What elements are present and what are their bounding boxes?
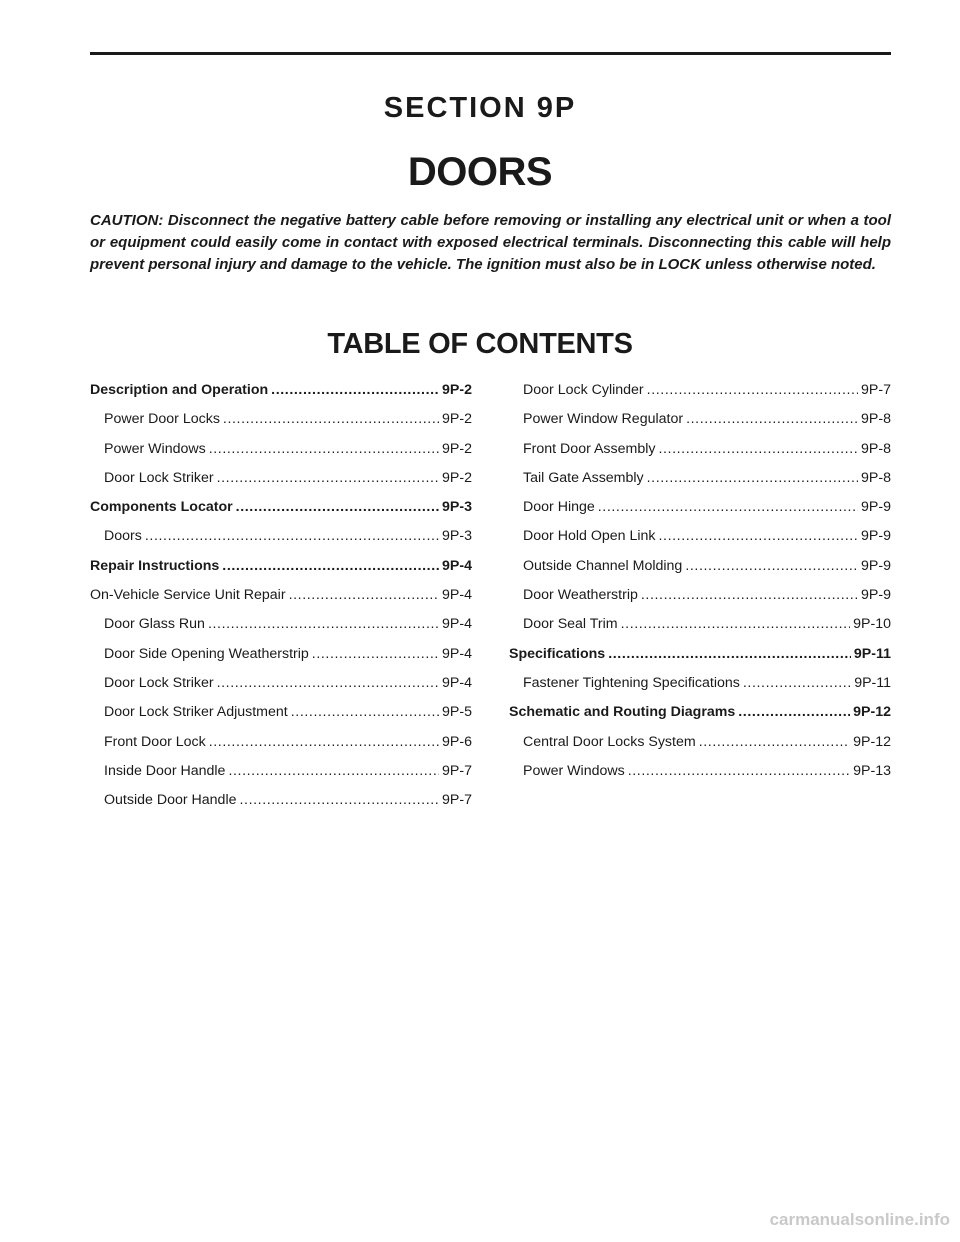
watermark: carmanualsonline.info [769,1210,950,1229]
toc-entry[interactable] [90,616,472,645]
toc-dot-leader [312,646,439,662]
toc-entry[interactable] [509,587,891,616]
toc-entry-page: 9P-2 [442,440,472,457]
toc-entry-label: Doors [104,528,142,545]
toc-entry-label: Door Glass Run [104,616,205,633]
toc-entry[interactable] [509,528,891,557]
toc-dot-leader [222,558,439,574]
toc-dot-leader [291,704,439,720]
toc-entry[interactable] [90,411,472,440]
toc-entry-label: Power Windows [523,762,625,779]
toc-entry-page: 9P-7 [442,762,472,779]
toc-entry-page: 9P-11 [853,645,891,662]
toc-entry-page: 9P-2 [442,382,472,398]
toc-entry[interactable] [90,528,472,557]
toc-left-column [90,382,472,821]
toc-entry-page: 9P-9 [861,499,891,516]
caution-note: CAUTION: Disconnect the negative battery cable before removing or installing any electrical unit or when a tool or equipment could easily come in contact with exposed electrical terminals. Disconnecting this cable will help prevent personal injury and damage to the vehicle. The ignition must also be in LOCK unless otherwise noted. [90,212,891,273]
toc-dot-leader [641,587,858,603]
toc-title: TABLE OF CONTENTS [327,328,633,360]
toc-dot-leader [217,470,439,486]
toc-entry[interactable] [509,704,891,733]
toc-entry-page: 9P-4 [442,616,472,633]
toc-entry-label: Fastener Tightening Specifications [523,674,740,691]
toc-dot-leader [608,646,851,662]
toc-entry[interactable] [90,470,472,499]
toc-entry-page: 9P-6 [442,733,472,750]
toc-entry[interactable] [509,646,891,675]
toc-dot-leader [647,382,858,398]
toc-dot-leader [209,441,439,457]
toc-entry[interactable] [90,646,472,675]
toc-entry-label: Door Hinge [523,499,595,516]
toc-dot-leader [208,616,439,632]
section-number: SECTION 9P [383,92,577,124]
toc-entry-page: 9P-8 [861,469,891,486]
toc-entry-label: Door Hold Open Link [523,528,656,545]
toc-dot-leader [223,411,439,427]
toc-entry[interactable] [90,704,472,733]
toc-entry-page: 9P-9 [861,557,891,574]
toc-entry-label: Description and Operation [90,382,269,398]
toc-entry-page: 9P-4 [442,587,472,604]
toc-entry[interactable] [90,792,472,821]
toc-entry[interactable] [90,734,472,763]
toc-dot-leader [686,411,858,427]
toc-entry-label: Central Door Locks System [523,733,696,750]
toc-entry[interactable] [509,470,891,499]
toc-entry-page: 9P-9 [861,528,891,545]
toc-dot-leader [228,763,439,779]
toc-dot-leader [271,382,439,398]
toc-entry-label: Inside Door Handle [104,762,226,779]
toc-entry-label: Power Window Regulator [523,411,684,428]
toc-entry-label: Door Side Opening Weatherstrip [104,645,309,662]
toc-entry-label: Outside Door Handle [104,792,237,809]
toc-entry-page: 9P-8 [861,411,891,428]
toc-entry-page: 9P-8 [861,440,891,457]
toc-entry-label: On-Vehicle Service Unit Repair [90,587,286,604]
toc-entry-label: Outside Channel Molding [523,557,683,574]
toc-entry[interactable] [90,763,472,792]
toc-entry-page: 9P-4 [442,557,472,574]
toc-entry[interactable] [90,558,472,587]
toc-dot-leader [699,734,850,750]
toc-entry-page: 9P-5 [442,704,472,721]
toc-entry[interactable] [509,675,891,704]
toc-entry-label: Door Lock Striker [104,469,214,486]
toc-entry-page: 9P-7 [442,792,472,809]
toc-entry[interactable] [509,382,891,411]
toc-dot-leader [628,763,850,779]
toc-dot-leader [659,528,859,544]
toc-entry[interactable] [90,675,472,704]
toc-dot-leader [236,499,439,515]
toc-entry-page: 9P-3 [442,499,472,516]
toc-entry-label: Door Lock Cylinder [523,382,644,398]
toc-entry[interactable] [509,734,891,763]
toc-dot-leader [598,499,858,515]
toc-entry-label: Schematic and Routing Diagrams [509,704,736,721]
toc-entry-label: Front Door Lock [104,733,206,750]
toc-entry-page: 9P-10 [853,616,891,633]
toc-entry[interactable] [90,587,472,616]
toc-entry-page: 9P-7 [861,382,891,398]
toc-entry[interactable] [509,499,891,528]
page-title: DOORS [407,150,553,194]
toc-dot-leader [217,675,439,691]
toc-entry[interactable] [509,441,891,470]
toc-entry-label: Power Windows [104,440,206,457]
toc-dot-leader [685,558,858,574]
toc-entry[interactable] [509,763,891,792]
toc-dot-leader [738,704,850,720]
toc-entry-page: 9P-4 [442,674,472,691]
toc-entry-page: 9P-13 [853,762,891,779]
toc-entry-label: Front Door Assembly [523,440,656,457]
toc-entry[interactable] [90,499,472,528]
toc-entry[interactable] [509,411,891,440]
toc-entry-label: Door Lock Striker Adjustment [104,704,288,721]
toc-dot-leader [240,792,440,808]
toc-entry-page: 9P-2 [442,411,472,428]
toc-dot-leader [145,528,439,544]
toc-entry-page: 9P-11 [854,674,891,691]
toc-entry[interactable] [90,382,472,411]
toc-entry[interactable] [90,441,472,470]
toc-dot-leader [647,470,858,486]
toc-entry-label: Door Weatherstrip [523,587,638,604]
toc-entry-label: Components Locator [90,499,233,516]
toc-entry-page: 9P-2 [442,469,472,486]
toc-entry-page: 9P-4 [442,645,472,662]
toc-entry[interactable] [509,616,891,645]
toc-entry-page: 9P-9 [861,587,891,604]
toc-entry-label: Repair Instructions [90,557,220,574]
toc-right-column [509,382,891,792]
toc-dot-leader [621,616,851,632]
toc-entry-label: Tail Gate Assembly [523,469,644,486]
toc-entry-label: Power Door Locks [104,411,220,428]
toc-dot-leader [743,675,851,691]
top-rule [90,52,891,55]
toc-entry-page: 9P-3 [442,528,472,545]
toc-entry-page: 9P-12 [853,704,891,721]
toc-dot-leader [209,734,439,750]
toc-entry-label: Door Lock Striker [104,674,214,691]
toc-entry[interactable] [509,558,891,587]
toc-dot-leader [658,441,858,457]
toc-entry-label: Door Seal Trim [523,616,618,633]
toc-entry-page: 9P-12 [853,733,891,750]
toc-dot-leader [289,587,439,603]
toc-entry-label: Specifications [509,645,606,662]
